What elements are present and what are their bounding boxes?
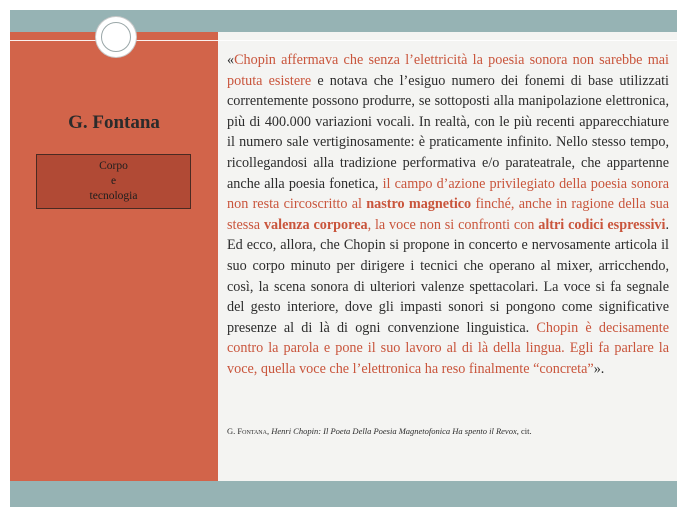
quote-close: ». [593,360,605,377]
source-author: G. Fontana [227,426,267,436]
source-citation [227,426,669,436]
left-panel [10,32,218,481]
quote-bold-3: altri codici espressivi [538,216,666,233]
quote-open: « [227,52,235,68]
slide [10,10,677,507]
quote-highlight-3: finché, anche in ragione della sua stessa [227,196,669,233]
topic-line-3: tecnologia [89,190,138,202]
topic-line-2: e [110,175,117,187]
source-sep: , [266,426,272,436]
author-title: G. Fontana [68,112,160,133]
bottom-band [10,481,677,507]
quote-body [227,50,669,380]
topic-box [36,154,191,209]
topic-line-1: Corpo [99,160,128,172]
quote-bold-2: valenza corporea [263,216,368,233]
circle-ornament-icon [96,17,136,57]
quote-text-2: . Ed ecco, allora, che Chopin si propone in concerto e nervosamente articola il suo corpo minuto per dirigere i tecnici che operano al mixer, arricchendo, così, la scena sonora di ulteriori valenze spettacolari. La voce si fa segnale del gesto interiore, dove gli impasti sonori si pongono come significative presenze al di là di ogni convenzione linguistica. [227,216,669,336]
quote-bold-1: nastro magnetico [366,196,472,213]
quote-highlight-4: , la voce non si confronti con [367,216,539,233]
quote-highlight-5: Chopin è decisamente contro la parola e pone il suo lavoro al di là della lingua. Egli fa parlare la voce, quella voce che l’elettronica ha reso finalmente “concreta” [227,319,669,377]
quote-text-1: e notava che l’esiguo numero dei fonemi di base utilizzati correntemente possono produrre, se sottoposti alla manipolazione elettronica, più di 400.000 variazioni vocali. In realtà, con le più recenti apparecchiature il numero sale vertiginosamente: è praticamente infinito. Nello stesso tempo, ricollegandosi alla tradizione performativa e/o parateatrale, che appartenne anche alla poesia fonetica, [227,72,669,192]
quote-highlight-1: Chopin affermava che senza l’elettricità la poesia sonora non sarebbe mai potuta esistere [227,52,669,89]
source-title: Henri Chopin: Il Poeta Della Poesia Magnetofonica Ha spento il Revox [271,426,517,436]
source-suffix: , cit. [516,426,532,436]
quote-highlight-2: il campo d’azione privilegiato della poesia sonora non resta circoscritto al [227,175,669,213]
